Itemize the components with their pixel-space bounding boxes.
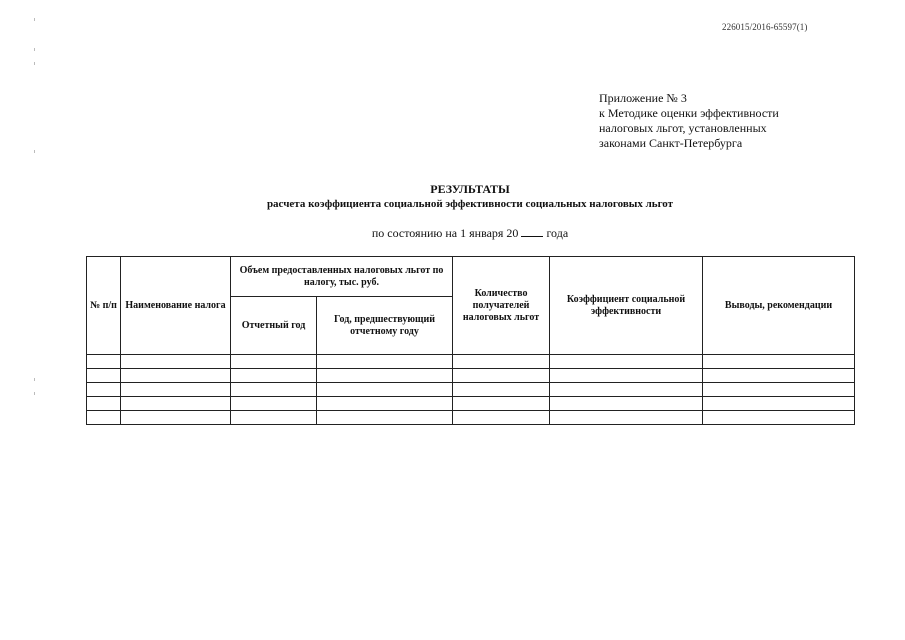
- table-cell: [703, 369, 855, 383]
- header-recipients: Количество получателей налоговых льгот: [453, 257, 550, 355]
- header-reporting-year: Отчетный год: [231, 297, 317, 355]
- table-cell: [231, 369, 317, 383]
- table-row: [87, 383, 855, 397]
- table-cell: [121, 383, 231, 397]
- table-cell: [703, 411, 855, 425]
- table-row: [87, 411, 855, 425]
- table-row: [87, 397, 855, 411]
- table-cell: [231, 411, 317, 425]
- scan-artifact: [34, 48, 35, 51]
- table-cell: [703, 355, 855, 369]
- header-volume-group: Объем предоставленных налоговых льгот по налогу, тыс. руб.: [231, 257, 453, 297]
- table-cell: [703, 383, 855, 397]
- header-num: № п/п: [87, 257, 121, 355]
- table-cell: [121, 411, 231, 425]
- scan-artifact: [34, 378, 35, 381]
- table-cell: [121, 369, 231, 383]
- scan-artifact: [34, 150, 35, 153]
- year-blank: [521, 226, 543, 237]
- table-cell: [453, 397, 550, 411]
- table-cell: [317, 411, 453, 425]
- table-cell: [703, 397, 855, 411]
- appendix-line: налоговых льгот, установленных: [599, 121, 767, 135]
- table-cell: [231, 397, 317, 411]
- table-row: [87, 355, 855, 369]
- table-cell: [453, 355, 550, 369]
- table-cell: [317, 355, 453, 369]
- document-id-code: 226015/2016-65597(1): [722, 22, 808, 32]
- table-cell: [550, 397, 703, 411]
- scan-artifact: [34, 392, 35, 395]
- table-cell: [453, 369, 550, 383]
- table-cell: [317, 397, 453, 411]
- header-coefficient: Коэффициент социальной эффективности: [550, 257, 703, 355]
- document-title: РЕЗУЛЬТАТЫ: [430, 182, 510, 196]
- date-suffix: года: [546, 226, 569, 240]
- table-cell: [87, 383, 121, 397]
- table-body: [87, 355, 855, 425]
- table-cell: [121, 355, 231, 369]
- date-line: [0, 226, 905, 241]
- table-cell: [87, 397, 121, 411]
- table-cell: [87, 355, 121, 369]
- appendix-line: Приложение № 3: [599, 91, 687, 105]
- table-cell: [231, 355, 317, 369]
- table-cell: [87, 411, 121, 425]
- header-previous-year: Год, предшествующий отчетному году: [317, 297, 453, 355]
- table-cell: [317, 383, 453, 397]
- results-table: [86, 256, 855, 425]
- table-cell: [87, 369, 121, 383]
- table-cell: [453, 383, 550, 397]
- header-tax-name: Наименование налога: [121, 257, 231, 355]
- document-subtitle: расчета коэффициента социальной эффективности социальных налоговых льгот: [266, 198, 674, 210]
- appendix-block: [599, 91, 779, 151]
- table-cell: [317, 369, 453, 383]
- table-cell: [453, 411, 550, 425]
- table-cell: [231, 383, 317, 397]
- table-cell: [550, 383, 703, 397]
- appendix-line: законами Санкт-Петербурга: [599, 136, 743, 150]
- table-cell: [121, 397, 231, 411]
- appendix-line: к Методике оценки эффективности: [599, 106, 779, 120]
- date-prefix: по состоянию на 1 января 20: [371, 226, 519, 240]
- table-cell: [550, 369, 703, 383]
- scan-artifact: [34, 62, 35, 65]
- table-row: [87, 369, 855, 383]
- scan-artifact: [34, 18, 35, 21]
- table-cell: [550, 355, 703, 369]
- header-conclusions: Выводы, рекомендации: [703, 257, 855, 355]
- table-cell: [550, 411, 703, 425]
